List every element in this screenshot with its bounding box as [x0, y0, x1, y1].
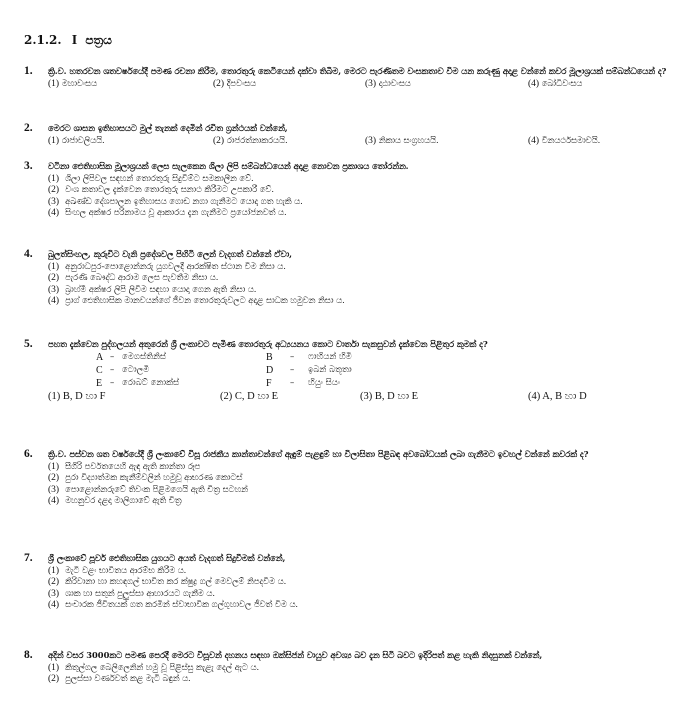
question-text: අදින් වසර 3000කට පමණ පෙරදී මෙරට විසූවන් දහනය සඳහා ඔක්සිජන් වායුව අවශ්‍ය බව දැන සිටි බවට ඉදිරිපත් කළ හැකි නිදසුනක් වන්නේ,: [48, 650, 543, 660]
options-list: [48, 565, 670, 611]
pair-dash: –: [110, 364, 115, 375]
options-list: [48, 461, 670, 507]
pair-person: ටොලමි: [122, 364, 150, 375]
person-pairs: [96, 352, 670, 391]
option-2: (2) C, D හා E: [220, 390, 279, 402]
option-3: (3) දාඨාවංසය: [365, 77, 411, 89]
question-number: 5.: [24, 338, 33, 350]
options-row: [48, 78, 670, 90]
option-3: (3) ශාක හා සතුන් පුලුස්සා ආහාරයට ගැනීම ය.: [48, 587, 216, 599]
question-number: 6.: [24, 448, 33, 460]
option-3: (3) නිකාය සංග්‍රහයයි.: [365, 134, 439, 146]
option-2: (2) වංශ කතාවල දැක්වෙන තොරතුරු සනාථ කිරීමට උපකාරී වේ.: [48, 184, 275, 196]
pair-letter: B: [266, 351, 273, 363]
option-4: (4) සංචාරක ජීවිතයක් ගත කරමින් ස්වාභාවික ගල්ගුහාවල ජීවත් විම ය.: [48, 599, 299, 611]
option-1: (1) කිතුල්ගල බෙලිලෙනින් හමු වූ පිළිස්සු කැළැ දෙල් ඇට ය.: [48, 661, 260, 673]
pair-dash: –: [290, 351, 295, 362]
option-4: (4) බෝධිවංසය: [528, 77, 583, 89]
pair-person: ඉබන් බතූතා: [308, 364, 352, 375]
option-1: (1) B, D හා F: [48, 390, 106, 402]
option-2: (2) දීපවංසය: [213, 77, 257, 89]
option-4: (4) මහනුවර දළදා මාලිගාවේ ඇති චිත්‍ර: [48, 495, 182, 507]
section-heading: [24, 33, 112, 49]
question-5: [24, 339, 670, 405]
pair-dash: –: [110, 351, 115, 362]
question-number: 3.: [24, 160, 33, 172]
pair-letter: A: [96, 351, 104, 363]
pair-letter: C: [96, 364, 103, 376]
option-3: (3) අඛණ්ඩ දේශපාලන ඉතිහාසය ගොඩ නගා ගැනීමට යොදා ගත හැකි ය.: [48, 195, 303, 207]
question-4: [24, 249, 670, 307]
option-3: (3) බ්‍රාහ්මී අක්ෂර ලිපි ලිවීම සඳහා යොදා ගෙන ඇති නිසා ය.: [48, 283, 257, 295]
question-text: වටිනා ඓතිහාසික මූලාශ්‍රයක් ලෙස සැලකෙන ශිලා ලිපි සම්බන්ධයෙන් අදාළ නොවන ප්‍රකාශය තෝරන්න.: [48, 161, 409, 171]
option-4: (4) විනයර්ථසමාවයි.: [528, 134, 601, 146]
pair-person: ෆාහියන් හිමි: [308, 351, 352, 362]
option-1: (1) මහාවංසය: [48, 77, 97, 89]
pair-person: රොබට් නොක්ස්: [122, 377, 180, 388]
question-number: 7.: [24, 552, 33, 564]
option-3: (3) පොළොන්නරුවේ තිවංක පිළිමගෙයි ඇති චිත්‍ර සටහන්: [48, 483, 248, 495]
option-2: (2) කිරිවානා හා කහඳගල් භාවිත කර ක්ෂුද්‍ර ගල් මෙවලම් නිපදවීම ය.: [48, 576, 287, 588]
question-number: 8.: [24, 649, 33, 661]
option-1: (1) මැටි වළං භාවිතය ආරම්භ කිරීම ය.: [48, 564, 187, 576]
pair-row: [96, 378, 670, 391]
question-text: බුලත්සිංහල, කුරුවිට වැනි ප්‍රදේශවල පිහිටි ලෙන් වැදගත් වන්නේ ඒවා,: [48, 249, 293, 259]
pair-person: හියුං සියං: [308, 377, 341, 388]
option-4: (4) ප්‍රාග් ඓතිහාසික මානවයන්ගේ ජීවන තොරතුරුවලට අදාළ සාධක හමුවන නිසා ය.: [48, 295, 345, 307]
options-list: [48, 662, 670, 685]
question-number: 1.: [24, 65, 33, 77]
question-text: ක්‍රි.ව. පස්වන ශත වර්ෂයේදී ශ්‍රී ලංකාවේ විසූ රාජකීය කාන්තාවන්ගේ ඇඳුම් පැළඳුම් හා විලාසිතා පිළිබඳ අවබෝධයක් ලබා ගැනීමට ඉවහල් වන්නේ කවරක් ද?: [48, 449, 589, 459]
section-number: 2.1.2.: [24, 33, 62, 47]
options-row: [48, 135, 670, 147]
question-8: [24, 650, 670, 685]
option-2: (2) පුරා විද්‍යාත්මක කැනීම්වලින් හමුවූ ආභරණ කොටස්: [48, 472, 243, 484]
pair-row: [96, 352, 670, 365]
answer-options: [48, 391, 670, 405]
question-3: [24, 161, 670, 219]
question-number: 2.: [24, 122, 33, 134]
option-1: (1) ශිලා ලිපිවල සඳහන් තොරතුරු සිදුවීම්ට සමකාලීන වේ.: [48, 172, 254, 184]
options-list: [48, 261, 670, 307]
option-4: (4) සිංහල අක්ෂර පරිනාමය වූ ආකාරය දැන ගැනීමට ප්‍රයෝජනවත් ය.: [48, 207, 287, 219]
paper-label: පත්‍රය: [85, 33, 112, 47]
question-1: [24, 66, 670, 90]
option-2: (2) රාජරත්නාකරයයි.: [213, 134, 288, 146]
option-4: (4) A, B හා D: [528, 390, 587, 402]
pair-person: මෙගස්තිනිස්: [122, 351, 167, 362]
question-number: 4.: [24, 248, 33, 260]
question-text: පහත දැක්වෙන පුද්ගලයන් අතුරෙන් ශ්‍රී ලංකාවට පැමිණ තොරතුරු අධ්‍යයනය කොට වාර්තා සැකසුවන් දැක්වෙන පිළිතුර කුමක් ද?: [48, 339, 488, 349]
option-1: (1) අනුරාධපුර-පොළොන්නරු යුගවලදී ආරක්ෂිත ස්ථාන විම නිසා ය.: [48, 260, 286, 272]
question-text: මෙරට ශාසන ඉතිහාසයට මුල් තැනක් දෙමින් රචිත ග්‍රන්ථයක් වන්නේ,: [48, 123, 288, 133]
question-7: [24, 553, 670, 611]
question-text: ශ්‍රී ලංකාවේ පූර්ව ඓතිහාසික යුගයට අයත් වැදගත් සිදුවීමක් වන්නේ,: [48, 553, 286, 563]
question-text: ක්‍රි.ව. හතරවන ශතවර්ෂයේදී පමණ රචනා කිරීම, තොරතුරු කෙටියෙන් දක්වා තිබීම, මෙරට පැරණිතම වංසකතාව විම යන කරුණු අදාළ වන්නේ කවර මූලාශ්‍රයක් සම්බන්ධයෙන් ද?: [48, 66, 667, 76]
question-2: [24, 123, 670, 147]
pair-letter: D: [266, 364, 274, 376]
option-1: (1) සීගිරි පර්වතයෙහි ඇඳ ඇති කාන්තා රූප: [48, 460, 201, 472]
pair-dash: –: [290, 377, 295, 388]
pair-row: [96, 365, 670, 378]
pair-dash: –: [110, 377, 115, 388]
option-2: (2) පුලස්සා වර්ණවත් කළ මැටි බඳුන් ය.: [48, 673, 191, 685]
option-2: (2) පැරණි බෞද්ධ ආරාම ලෙස පැවතීම නිසා ය.: [48, 272, 219, 284]
option-3: (3) B, D හා E: [360, 390, 419, 402]
options-list: [48, 173, 670, 219]
pair-dash: –: [290, 364, 295, 375]
pair-letter: F: [266, 377, 272, 389]
pair-letter: E: [96, 377, 103, 389]
option-1: (1) රාජාවලියයි.: [48, 134, 105, 146]
paper-numeral: I: [71, 33, 78, 48]
question-6: [24, 449, 670, 507]
